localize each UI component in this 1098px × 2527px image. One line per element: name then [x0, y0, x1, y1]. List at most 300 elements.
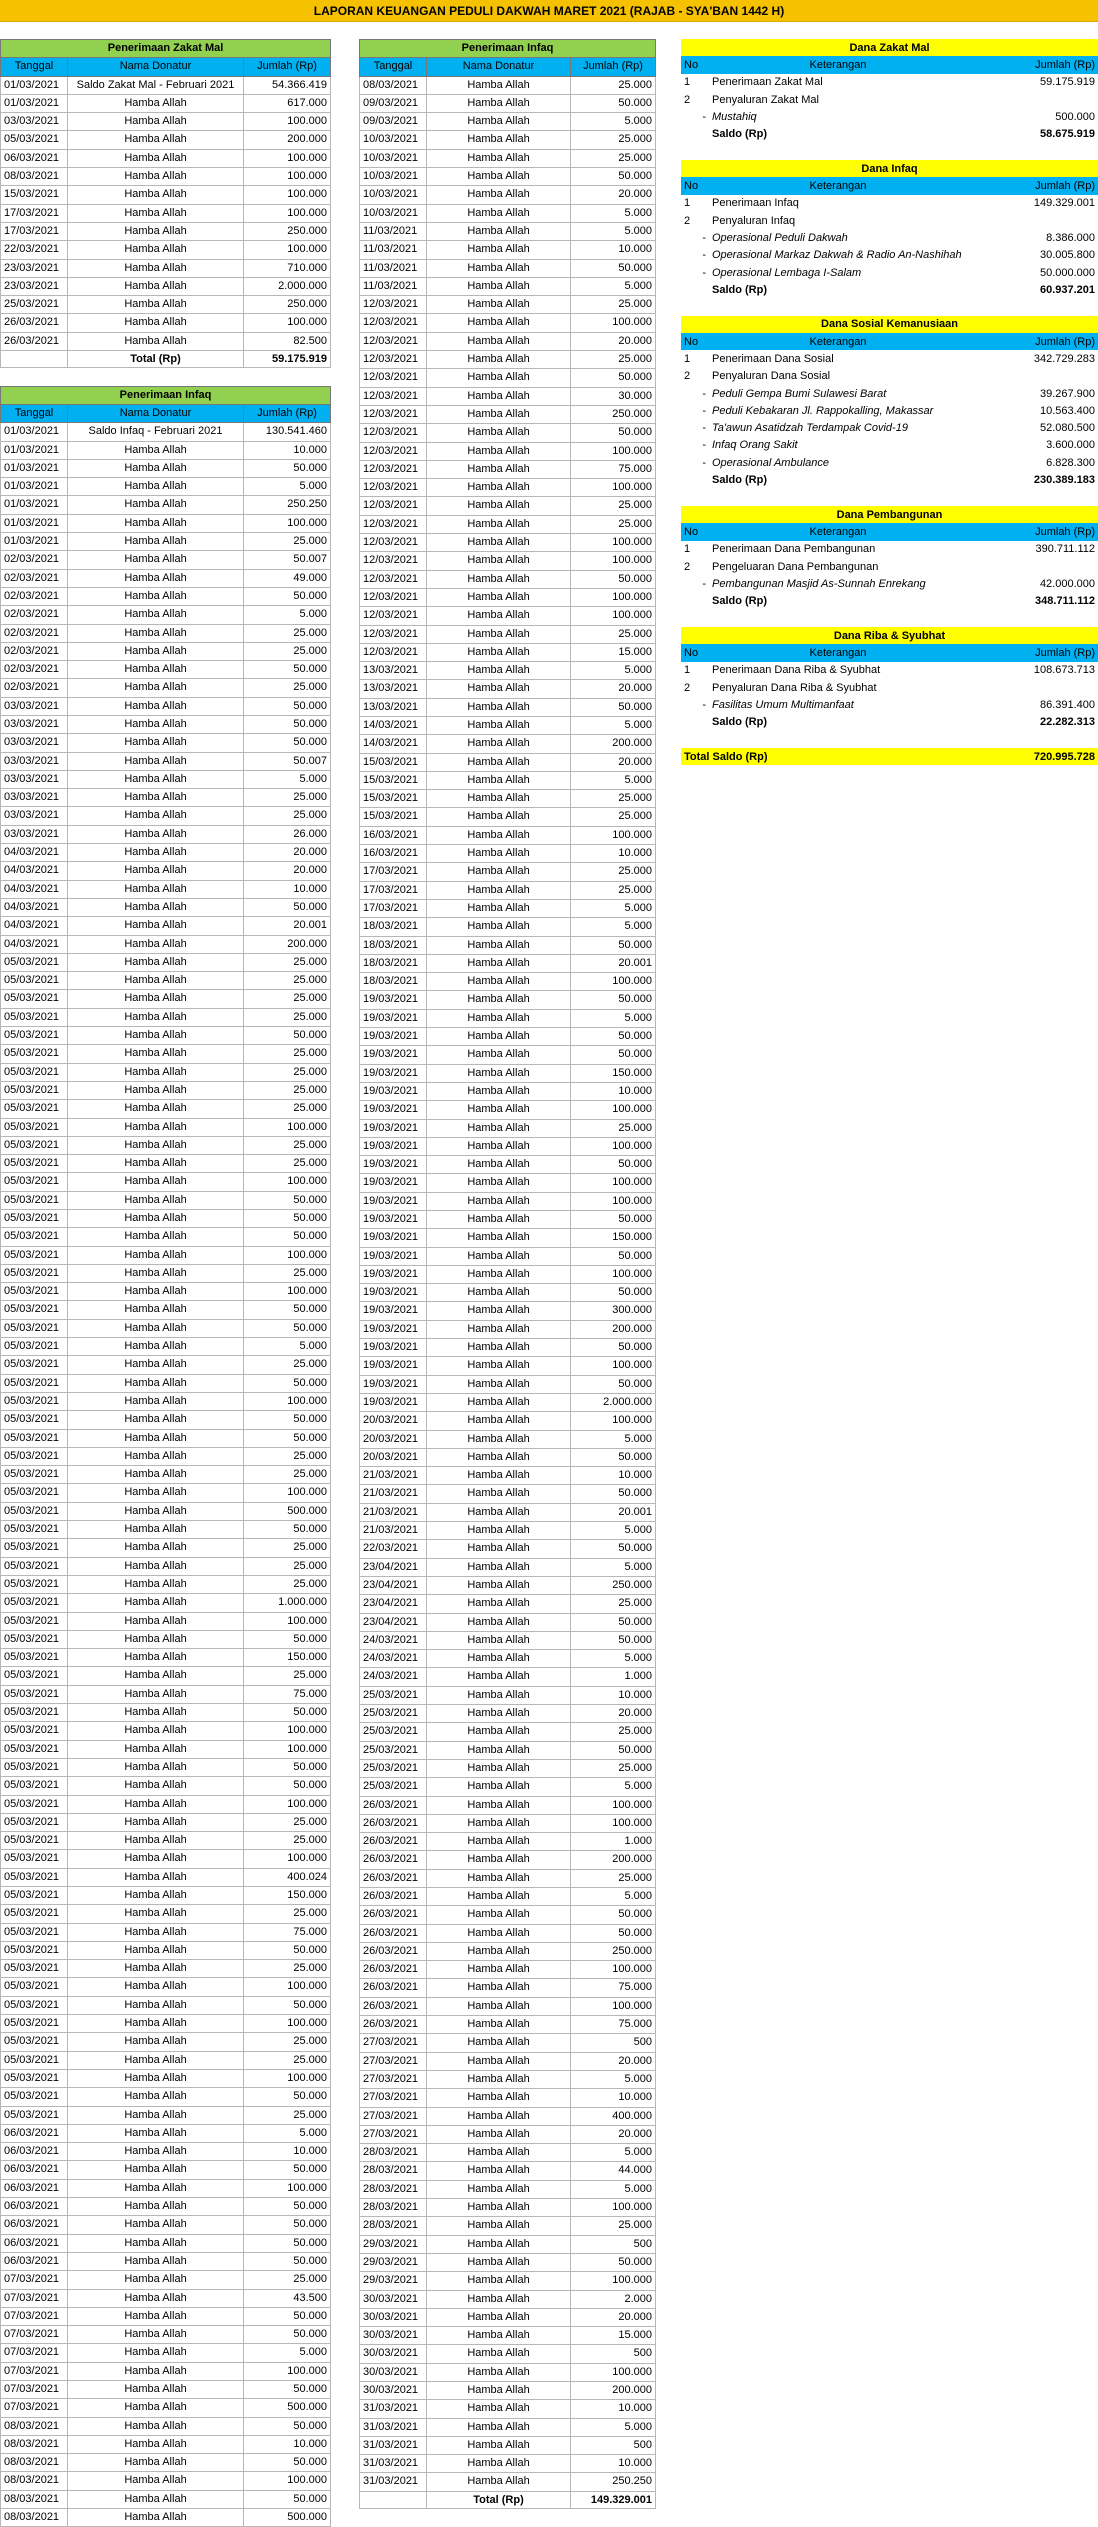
cell-donor: Hamba Allah: [427, 2253, 571, 2271]
table-row: [1, 1941, 331, 1959]
table-row: [1, 844, 331, 862]
cell-donor: Hamba Allah: [427, 1082, 571, 1100]
summary-label: Operasional Peduli Dakwah: [709, 229, 967, 246]
cell-date: 05/03/2021: [1, 1301, 68, 1319]
table-row: [1, 1392, 331, 1410]
cell-donor: Hamba Allah: [68, 1045, 244, 1063]
cell-donor: Hamba Allah: [68, 2033, 244, 2051]
cell-donor: Hamba Allah: [68, 752, 244, 770]
summary-no: 2: [681, 679, 709, 696]
table-row: [360, 1339, 656, 1357]
cell-amount: 100.000: [244, 1978, 331, 1996]
cell-date: 05/03/2021: [1, 1210, 68, 1228]
cell-donor: Hamba Allah: [68, 168, 244, 186]
cell-amount: 5.000: [571, 662, 656, 680]
cell-amount: 250.000: [571, 1942, 656, 1960]
cell-donor: Hamba Allah: [68, 2198, 244, 2216]
summary-no: -: [681, 420, 709, 437]
cell-amount: 25.000: [571, 515, 656, 533]
summary-value: 22.282.313: [967, 714, 1098, 731]
table-row: [360, 497, 656, 515]
summary-row: [681, 679, 1098, 696]
cell-donor: Hamba Allah: [427, 1759, 571, 1777]
cell-donor: Hamba Allah: [427, 1887, 571, 1905]
cell-amount: 5.000: [571, 1558, 656, 1576]
cell-donor: Hamba Allah: [68, 2216, 244, 2234]
table-row: [1, 168, 331, 186]
cell-amount: 25.000: [244, 1960, 331, 1978]
header-jumlah: Jumlah (Rp): [967, 177, 1098, 194]
cell-date: 05/03/2021: [1, 1008, 68, 1026]
cell-donor: Hamba Allah: [427, 2180, 571, 2198]
cell-amount: 100.000: [571, 442, 656, 460]
cell-date: 05/03/2021: [1, 2088, 68, 2106]
table-row: [360, 1833, 656, 1851]
table-row: [360, 2070, 656, 2088]
cell-date: 12/03/2021: [360, 643, 427, 661]
cell-donor: Hamba Allah: [427, 1979, 571, 1997]
cell-donor: Hamba Allah: [427, 442, 571, 460]
cell-date: 12/03/2021: [360, 442, 427, 460]
cell-donor: Hamba Allah: [427, 1064, 571, 1082]
cell-donor: Hamba Allah: [427, 1393, 571, 1411]
cell-donor: Hamba Allah: [68, 2271, 244, 2289]
cell-amount: 50.000: [571, 1247, 656, 1265]
table-row: [1, 862, 331, 880]
table-row: [1, 259, 331, 277]
cell-amount: 25.000: [244, 1905, 331, 1923]
header-jumlah: Jumlah (Rp): [571, 58, 656, 76]
cell-date: 12/03/2021: [360, 460, 427, 478]
table-row: [1, 2015, 331, 2033]
cell-donor: Hamba Allah: [427, 1814, 571, 1832]
cell-date: 27/03/2021: [360, 2034, 427, 2052]
cell-donor: Hamba Allah: [427, 1119, 571, 1137]
summary-title: Dana Sosial Kemanusiaan: [681, 316, 1098, 333]
cell-date: 05/03/2021: [1, 953, 68, 971]
cell-date: 06/03/2021: [1, 2124, 68, 2142]
table-row: [360, 424, 656, 442]
cell-date: 05/03/2021: [1, 1429, 68, 1447]
cell-donor: Hamba Allah: [427, 863, 571, 881]
cell-date: 25/03/2021: [360, 1741, 427, 1759]
cell-donor: Hamba Allah: [68, 1813, 244, 1831]
cell-date: 02/03/2021: [1, 587, 68, 605]
cell-date: 05/03/2021: [1, 2106, 68, 2124]
header-jumlah: Jumlah (Rp): [967, 333, 1098, 350]
summary-row: [681, 281, 1098, 298]
cell-donor: Hamba Allah: [427, 1320, 571, 1338]
table-row: [360, 570, 656, 588]
header-no: No: [681, 523, 709, 540]
table-row: [1, 76, 331, 94]
cell-donor: Hamba Allah: [427, 1631, 571, 1649]
cell-donor: Hamba Allah: [427, 1339, 571, 1357]
cell-date: 12/03/2021: [360, 607, 427, 625]
total-row: [360, 2491, 656, 2508]
cell-date: 05/03/2021: [1, 1063, 68, 1081]
table-row: [1, 2106, 331, 2124]
table-row: [360, 1211, 656, 1229]
table-row: [360, 442, 656, 460]
cell-date: 19/03/2021: [360, 1265, 427, 1283]
table-row: [1, 1575, 331, 1593]
cell-date: 01/03/2021: [1, 94, 68, 112]
cell-date: 18/03/2021: [360, 954, 427, 972]
cell-date: 08/03/2021: [1, 168, 68, 186]
cell-amount: 150.000: [244, 1649, 331, 1667]
header-tanggal: Tanggal: [1, 58, 68, 76]
summary-label: Saldo (Rp): [709, 281, 967, 298]
cell-donor: Hamba Allah: [427, 845, 571, 863]
cell-date: 05/03/2021: [1, 1521, 68, 1539]
summary-row: [681, 229, 1098, 246]
cell-date: 05/03/2021: [1, 1868, 68, 1886]
cell-donor: Hamba Allah: [68, 1447, 244, 1465]
cell-donor: Hamba Allah: [427, 1723, 571, 1741]
table-row: [1, 972, 331, 990]
cell-amount: 25.000: [244, 953, 331, 971]
table-row: [1, 1649, 331, 1667]
cell-amount: 50.000: [244, 2234, 331, 2252]
cell-amount: 150.000: [571, 1229, 656, 1247]
cell-amount: 100.000: [244, 2069, 331, 2087]
cell-donor: Hamba Allah: [427, 2070, 571, 2088]
cell-date: 05/03/2021: [1, 1594, 68, 1612]
cell-amount: 2.000.000: [571, 1393, 656, 1411]
cell-date: 27/03/2021: [360, 2125, 427, 2143]
cell-amount: 25.000: [571, 1759, 656, 1777]
cell-date: 17/03/2021: [360, 899, 427, 917]
cell-donor: Hamba Allah: [427, 314, 571, 332]
cell-amount: 250.000: [571, 1576, 656, 1594]
cell-donor: Hamba Allah: [68, 1850, 244, 1868]
cell-donor: Hamba Allah: [68, 1649, 244, 1667]
summary-no: -: [681, 264, 709, 281]
table-row: [1, 441, 331, 459]
cell-amount: 5.000: [571, 113, 656, 131]
cell-amount: 100.000: [571, 1796, 656, 1814]
cell-donor: Hamba Allah: [427, 2217, 571, 2235]
table-row: [360, 2327, 656, 2345]
cell-amount: 10.000: [571, 1467, 656, 1485]
cell-date: 01/03/2021: [1, 459, 68, 477]
cell-amount: 25.000: [244, 533, 331, 551]
cell-amount: 50.007: [244, 752, 331, 770]
cell-amount: 50.000: [244, 1210, 331, 1228]
summary-label: Operasional Markaz Dakwah & Radio An-Nashihah: [709, 247, 967, 264]
table-row: [1, 2234, 331, 2252]
table-row: [360, 662, 656, 680]
cell-donor: Hamba Allah: [68, 661, 244, 679]
cell-amount: 710.000: [244, 259, 331, 277]
cell-amount: 100.000: [571, 2272, 656, 2290]
table-row: [360, 1393, 656, 1411]
cell-donor: Hamba Allah: [68, 186, 244, 204]
summary-value: [967, 679, 1098, 696]
cell-date: 19/03/2021: [360, 1174, 427, 1192]
cell-date: 02/03/2021: [1, 551, 68, 569]
cell-donor: Hamba Allah: [68, 296, 244, 314]
cell-date: 19/03/2021: [360, 1192, 427, 1210]
summary-value: [967, 368, 1098, 385]
table-row: [360, 2345, 656, 2363]
cell-date: 12/03/2021: [360, 405, 427, 423]
cell-amount: 25.000: [571, 881, 656, 899]
table-row: [360, 2144, 656, 2162]
cell-date: 05/03/2021: [1, 1356, 68, 1374]
cell-amount: 50.000: [571, 1375, 656, 1393]
table-row: [1, 459, 331, 477]
summary-table: [681, 506, 1098, 610]
table-row: [1, 1136, 331, 1154]
cell-date: 12/03/2021: [360, 570, 427, 588]
cell-amount: 500.000: [244, 1502, 331, 1520]
cell-date: 28/03/2021: [360, 2162, 427, 2180]
cell-date: 19/03/2021: [360, 1028, 427, 1046]
cell-date: 19/03/2021: [360, 1357, 427, 1375]
cell-date: 05/03/2021: [1, 1575, 68, 1593]
column-summary: [681, 39, 1098, 765]
cell-amount: 5.000: [244, 770, 331, 788]
cell-donor: Hamba Allah: [427, 204, 571, 222]
cell-amount: 50.000: [244, 1027, 331, 1045]
cell-donor: Hamba Allah: [427, 1686, 571, 1704]
summary-value: 342.729.283: [967, 350, 1098, 367]
cell-amount: 10.000: [571, 845, 656, 863]
cell-donor: Hamba Allah: [427, 588, 571, 606]
summary-value: 30.005.800: [967, 247, 1098, 264]
table-row: [360, 936, 656, 954]
table-row: [1, 752, 331, 770]
cell-donor: Hamba Allah: [427, 76, 571, 94]
cell-date: 05/03/2021: [1, 1978, 68, 1996]
cell-amount: 25.000: [244, 1356, 331, 1374]
table-row: [360, 2052, 656, 2070]
table-row: [360, 2272, 656, 2290]
cell-amount: 5.000: [571, 2144, 656, 2162]
cell-donor: Hamba Allah: [427, 1485, 571, 1503]
cell-date: 19/03/2021: [360, 1137, 427, 1155]
cell-donor: Hamba Allah: [68, 259, 244, 277]
cell-donor: Hamba Allah: [427, 1705, 571, 1723]
cell-amount: 25.000: [244, 2051, 331, 2069]
cell-amount: 10.000: [571, 1082, 656, 1100]
table-row: [1, 2088, 331, 2106]
summary-label: Pembangunan Masjid As-Sunnah Enrekang: [709, 575, 967, 592]
cell-amount: 100.000: [571, 552, 656, 570]
cell-donor: Hamba Allah: [68, 1392, 244, 1410]
cell-amount: 100.000: [571, 1412, 656, 1430]
cell-date: 05/03/2021: [1, 1923, 68, 1941]
cell-amount: 200.000: [571, 2382, 656, 2400]
cell-amount: 100.000: [571, 314, 656, 332]
cell-date: 25/03/2021: [360, 1759, 427, 1777]
cell-date: 05/03/2021: [1, 131, 68, 149]
table-row: [360, 1796, 656, 1814]
summary-no: 2: [681, 368, 709, 385]
cell-amount: 25.000: [244, 972, 331, 990]
table-row: [1, 1795, 331, 1813]
table-row: [1, 2509, 331, 2527]
cell-date: 05/03/2021: [1, 1246, 68, 1264]
cell-date: 13/03/2021: [360, 680, 427, 698]
cell-date: 27/03/2021: [360, 2070, 427, 2088]
table-row: [360, 1723, 656, 1741]
cell-donor: Hamba Allah: [427, 716, 571, 734]
cell-donor: Hamba Allah: [427, 534, 571, 552]
table-row: [1, 1996, 331, 2014]
summary-no: 1: [681, 195, 709, 212]
table-row: [360, 881, 656, 899]
cell-amount: 100.000: [244, 1283, 331, 1301]
cell-amount: 250.250: [571, 2473, 656, 2491]
cell-amount: 25.000: [571, 625, 656, 643]
cell-date: 08/03/2021: [1, 2509, 68, 2527]
header-keterangan: Keterangan: [709, 177, 967, 194]
table-row: [1, 1008, 331, 1026]
cell-amount: 50.000: [244, 587, 331, 605]
section-title-row: [360, 40, 656, 58]
cell-date: 19/03/2021: [360, 1119, 427, 1137]
table-row: [360, 351, 656, 369]
cell-donor: Hamba Allah: [427, 2107, 571, 2125]
table-row: [1, 1868, 331, 1886]
cell-date: 27/03/2021: [360, 2052, 427, 2070]
table-row: [1, 1063, 331, 1081]
cell-amount: 100.000: [244, 1740, 331, 1758]
summary-label: Saldo (Rp): [709, 471, 967, 488]
cell-amount: 50.000: [571, 698, 656, 716]
summary-label: Fasilitas Umum Multimanfaat: [709, 696, 967, 713]
summary-header-row: [681, 644, 1098, 661]
cell-amount: 300.000: [571, 1302, 656, 1320]
table-row: [1, 186, 331, 204]
cell-amount: 50.000: [571, 1741, 656, 1759]
summary-label: Penyaluran Zakat Mal: [709, 91, 967, 108]
cell-date: 19/03/2021: [360, 1046, 427, 1064]
cell-date: 25/03/2021: [360, 1723, 427, 1741]
cell-amount: 100.000: [571, 1357, 656, 1375]
cell-date: 21/03/2021: [360, 1522, 427, 1540]
cell-amount: 100.000: [571, 1174, 656, 1192]
cell-date: 05/03/2021: [1, 1941, 68, 1959]
summary-row: [681, 74, 1098, 91]
table-row: [360, 314, 656, 332]
cell-donor: Hamba Allah: [68, 1063, 244, 1081]
cell-amount: 25.000: [244, 1155, 331, 1173]
cell-amount: 25.000: [571, 790, 656, 808]
cell-amount: 20.001: [244, 917, 331, 935]
cell-donor: Hamba Allah: [427, 1540, 571, 1558]
cell-date: 07/03/2021: [1, 2289, 68, 2307]
cell-donor: Hamba Allah: [427, 1302, 571, 1320]
summary-row: [681, 108, 1098, 125]
table-row: [360, 1613, 656, 1631]
header-jumlah: Jumlah (Rp): [967, 644, 1098, 661]
cell-date: 04/03/2021: [1, 917, 68, 935]
cell-donor: Hamba Allah: [427, 918, 571, 936]
summary-label: Saldo (Rp): [709, 125, 967, 142]
cell-date: 08/03/2021: [1, 2454, 68, 2472]
cell-date: 26/03/2021: [360, 1979, 427, 1997]
table-row: [1, 789, 331, 807]
summary-title-row: [681, 627, 1098, 644]
cell-date: 06/03/2021: [1, 2252, 68, 2270]
header-keterangan: Keterangan: [709, 644, 967, 661]
cell-donor: Hamba Allah: [68, 204, 244, 222]
summary-row: [681, 696, 1098, 713]
cell-amount: 100.000: [244, 2362, 331, 2380]
table-row: [1, 1283, 331, 1301]
cell-amount: 25.000: [571, 296, 656, 314]
cell-donor: Hamba Allah: [427, 1961, 571, 1979]
cell-amount: 200.000: [571, 735, 656, 753]
table-row: [360, 1778, 656, 1796]
cell-donor: Hamba Allah: [68, 2307, 244, 2325]
cell-donor: Hamba Allah: [427, 625, 571, 643]
cell-amount: 50.000: [571, 1613, 656, 1631]
cell-amount: 50.000: [571, 1339, 656, 1357]
summary-value: 39.267.900: [967, 385, 1098, 402]
cell-donor: Hamba Allah: [68, 2051, 244, 2069]
table-row: [1, 807, 331, 825]
cell-amount: 25.000: [244, 1813, 331, 1831]
cell-date: 20/03/2021: [360, 1412, 427, 1430]
table-row: [1, 898, 331, 916]
cell-date: 03/03/2021: [1, 770, 68, 788]
cell-date: 05/03/2021: [1, 2051, 68, 2069]
cell-amount: 50.000: [244, 1429, 331, 1447]
cell-amount: 50.000: [244, 1191, 331, 1209]
summary-header-row: [681, 56, 1098, 73]
cell-amount: 25.000: [244, 990, 331, 1008]
table-row: [1, 1521, 331, 1539]
summary-label: Penyaluran Dana Riba & Syubhat: [709, 679, 967, 696]
cell-donor: Hamba Allah: [68, 2381, 244, 2399]
cell-donor: Hamba Allah: [68, 1008, 244, 1026]
table-row: [1, 94, 331, 112]
cell-date: 03/03/2021: [1, 697, 68, 715]
cell-donor: Hamba Allah: [427, 2290, 571, 2308]
table-row: [1, 990, 331, 1008]
cell-donor: Hamba Allah: [68, 844, 244, 862]
cell-date: 05/03/2021: [1, 1685, 68, 1703]
summary-title: Dana Pembangunan: [681, 506, 1098, 523]
cell-donor: Hamba Allah: [427, 662, 571, 680]
cell-date: 12/03/2021: [360, 497, 427, 515]
table-row: [360, 94, 656, 112]
summary-label: Peduli Kebakaran Jl. Rappokalling, Makassar: [709, 402, 967, 419]
total-label: Total (Rp): [68, 351, 244, 368]
cell-date: 05/03/2021: [1, 990, 68, 1008]
infaq-table-1: [0, 386, 331, 2527]
cell-date: 05/03/2021: [1, 1191, 68, 1209]
cell-amount: 50.000: [244, 661, 331, 679]
cell-date: 19/03/2021: [360, 1229, 427, 1247]
cell-donor: Hamba Allah: [68, 734, 244, 752]
summary-label: Operasional Lembaga I-Salam: [709, 264, 967, 281]
table-row: [1, 1539, 331, 1557]
table-row: [1, 2124, 331, 2142]
cell-date: 01/03/2021: [1, 76, 68, 94]
total-spacer: [360, 2491, 427, 2508]
cell-amount: 25.000: [244, 642, 331, 660]
cell-amount: 75.000: [571, 2016, 656, 2034]
cell-date: 31/03/2021: [360, 2418, 427, 2436]
table-row: [360, 643, 656, 661]
cell-amount: 49.000: [244, 569, 331, 587]
